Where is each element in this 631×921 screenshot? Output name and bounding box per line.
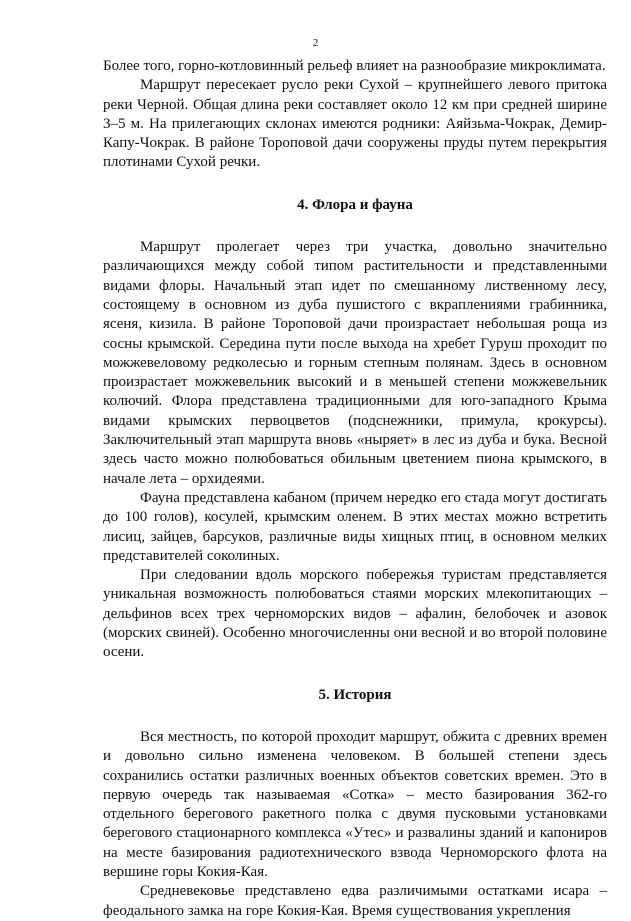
intro-paragraph-2: Маршрут пересекает русло реки Сухой – крупнейшего левого притока реки Черной. Общая длина реки составляет около 12 км при средней ширине 3–5 м. На прилегающих склонах имеются родники: Аяйзьма-Чокрак, Демир-Капу-Чокрак. В районе Тороповой дачи сооружены пруды путем перекрытия плотинами Сухой речки. xyxy=(103,77,607,171)
dolphins-paragraph: При следовании вдоль морского побережья туристам представляется уникальная возможность полюбоваться стаями морских млекопитающих – дельфинов всех трех черноморских видов – афалин, белобочек и азовок (морских свиней). Особенно многочисленны они весной и во второй половине осени. xyxy=(103,567,607,661)
page-number: 2 xyxy=(312,37,319,49)
spacer xyxy=(103,663,607,686)
history-paragraph-1: Вся местность, по которой проходит маршрут, обжита с древних времен и довольно сильно изменена человеком. В большей степени здесь сохранились остатки различных военных объектов советских времен. Это в первую очередь так называемая «Сотка» – место базирования 362-го отдельного берегового ракетного полка с двумя пусковыми установками берегового стационарного комплекса «Утес» и развалины зданий и капониров на месте базирования радиотехнического взвода Черноморского флота на вершине горы Кокия-Кая. xyxy=(103,728,607,880)
flora-paragraph: Маршрут пролегает через три участка, довольно значительно различающихся между собой типом растительности и представленными видами флоры. Начальный этап идет по смешанному лиственному лесу, состоящему в основном из дуба пушистого с вкраплениями грабинника, ясеня, кизила. В районе Тороповой дачи произрастает небольшая роща из сосны крымской. Середина пути после выхода на хребет Гуруш проходит по можжевеловому редколесью и горным степным полянам. Здесь в основном произрастает можжевельник высокий и в меньшей степени можжевельник колючий. Флора представлена традиционными для юго-западного Крыма видами крымских первоцветов (подснежники, примула, крокурсы). Заключительный этап маршрута вновь «ныряет» в лес из дуба и бука. Весной здесь часто можно полюбоваться обильным цветением пиона крымского, в начале лета – орхидеями. xyxy=(103,239,607,487)
history-paragraph-2: Средневековье представлено едва различимыми остатками исара – феодального замка на горе Кокия-Кая. Время существования укрепления xyxy=(103,883,607,919)
document-body xyxy=(103,57,607,921)
fauna-paragraph: Фауна представлена кабаном (причем нередко его стада могут достигать до 100 голов), косулей, крымским оленем. В этих местах можно встретить лисиц, зайцев, барсуков, различные виды хищных птиц, в основном мелких представителей соколиных. xyxy=(103,489,607,564)
section-heading-history: 5. История xyxy=(318,686,392,703)
section-heading-flora-fauna: 4. Флора и фауна xyxy=(297,196,413,213)
spacer xyxy=(103,215,607,238)
spacer xyxy=(103,705,607,728)
spacer xyxy=(103,173,607,196)
intro-paragraph-1: Более того, горно-котловинный рельеф влияет на разнообразие микроклимата. xyxy=(103,58,606,74)
